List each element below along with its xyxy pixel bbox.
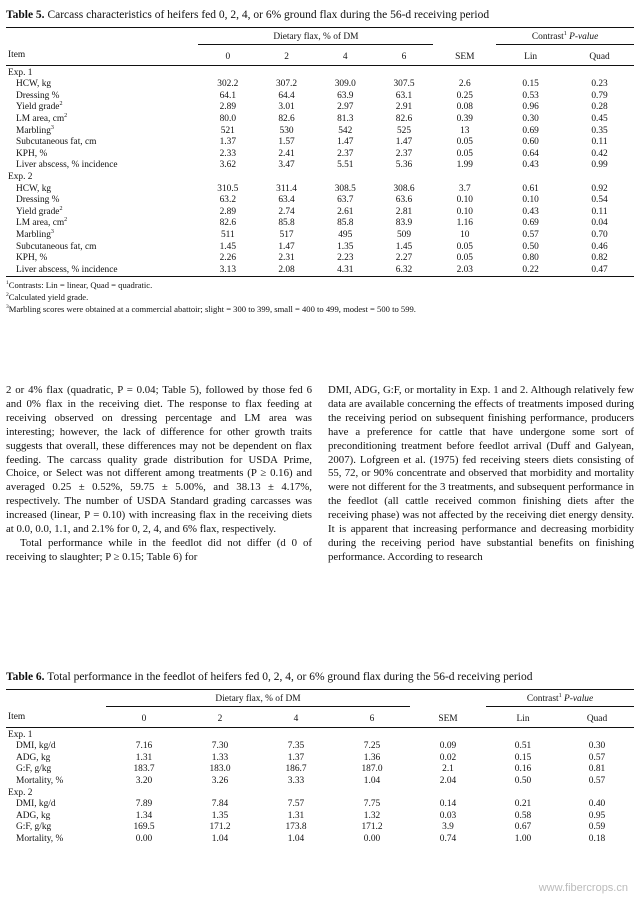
table-cell: 0.45 [591,114,608,125]
table-cell: 0.21 [514,799,532,810]
table-cell: 1.37 [287,752,305,763]
table-cell: 82.6 [278,114,295,125]
table-cell: 1.04 [363,776,381,787]
row-label: HCW, kg [16,79,52,90]
table-cell: 3.7 [458,183,471,194]
table-cell: 1.45 [219,241,236,252]
table-cell: 85.8 [337,218,354,229]
table-cell: 0.42 [591,148,608,159]
table-row [6,741,634,753]
table-cell: 2.03 [456,264,473,275]
table-cell: 2.91 [395,102,413,113]
row-label: Mortality, % [16,834,64,845]
table-cell: 542 [338,125,353,136]
row-label: Dressing % [16,90,60,101]
table-6-caption [6,670,634,684]
table-cell: 7.89 [135,799,153,810]
table-cell: 63.6 [395,195,413,206]
table-cell: 5.51 [337,160,354,171]
table-cell: 0.05 [456,241,473,252]
table-cell: 173.8 [285,822,307,833]
table-5-caption-text: Carcass characteristics of heifers fed 0, 2, 4, or 6% ground flax during the 56-d receiving period [47,9,490,21]
table-cell: 0.79 [591,90,608,101]
table-cell: 0.69 [522,125,539,136]
table-cell: 509 [396,230,412,240]
table-row [6,753,634,765]
table-cell: 7.57 [287,799,305,810]
row-label: Subcutaneous fat, cm [16,137,97,148]
table-section-title: Exp. 1 [8,67,33,78]
table-row [6,195,634,207]
table-cell: 7.35 [287,741,305,752]
table-cell: 63.1 [395,90,413,101]
table-5-body [6,65,634,277]
table-cell: 186.7 [285,764,307,775]
table-row [6,126,634,138]
row-label: HCW, kg [16,183,52,194]
table-section-title: Exp. 2 [8,787,33,798]
table-5-col-2: 2 [284,51,289,62]
table-cell: 0.59 [588,822,606,833]
watermark: www.fibercrops.cn [538,882,628,894]
table-cell: 0.96 [522,102,539,113]
table-cell: 0.35 [591,125,608,136]
table-cell: 0.28 [591,102,608,113]
table-cell: 0.25 [456,90,473,101]
table-cell: 3.9 [442,822,454,833]
table-6-col-0: 0 [141,713,147,724]
table-6-contrast-header: Contrast$^1$ P-value [486,690,634,707]
table-cell: 2.31 [278,253,295,264]
table-cell: 0.60 [522,137,539,148]
table-cell: 1.04 [287,834,305,845]
table-section-row [6,65,634,79]
table-cell: 517 [279,230,294,240]
table-cell: 5.36 [395,160,413,171]
table-5-footnote-2: $^2$Calculated yield grade. [6,292,89,303]
table-cell: 0.18 [588,834,606,845]
table-cell: 0.14 [439,799,457,810]
table-cell: 1.34 [135,810,153,821]
table-cell: 0.69 [522,218,539,229]
table-cell: 0.99 [591,160,608,171]
table-row [6,811,634,823]
row-label: LM area, $cm^2$ [16,217,68,229]
table-cell: 0.10 [456,195,473,206]
table-cell: 495 [338,230,353,240]
table-cell: 1.99 [456,160,473,171]
table-row [6,149,634,161]
table-cell: 1.47 [278,241,295,252]
table-cell: 7.30 [211,741,229,752]
table-cell: 2.04 [439,776,457,787]
table-cell: 0.22 [522,264,539,275]
table-5-contrast-header: Contrast$^1$ P-value [496,28,634,45]
table-cell: 0.57 [588,752,606,763]
table-5-label: Table 5. [6,9,45,21]
body-paragraph: 2 or 4% flax (quadratic, P = 0.04; Table 5), followed by those fed 6 and 0% flax in the receiving diet. The response to flax feeding at receiving observed on dressing percentage and LM area was interesting; however, the lack of difference for other growth traits suggests that overall, these differences may not be dependent on flax feeding. The carcass quality grade distribution for USDA Prime, Choice, or Select was not different among treatments (P ≥ 0.16) and averaged 0.25 ± 0.52%, 59.75 ± 5.00%, and 38.13 ± 4.17%, respectively. The number of USDA Standard grading carcasses was increased (linear, P = 0.10) with increasing flax in the receiving diets at 0.0, 0.0, 1.1, and 2.1% for 0, 2, 4, and 6% flax, respectively. [6,384,312,536]
table-cell: 183.7 [133,764,155,775]
table-cell: 1.57 [278,137,295,148]
table-cell: 10 [460,230,470,240]
table-cell: 307.5 [393,79,415,90]
table-cell: 171.2 [361,822,383,833]
table-cell: 63.4 [278,195,295,206]
table-6-column-header-row [6,706,634,727]
table-cell: 0.53 [522,90,539,101]
table-cell: 183.0 [209,764,231,775]
table-cell: 1.36 [363,752,381,763]
row-label: Liver abscess, % incidence [16,160,118,171]
table-cell: 2.26 [219,253,236,264]
table-cell: 7.75 [363,799,381,810]
table-section-row [6,727,634,741]
table-cell: 0.57 [588,776,606,787]
table-cell: 0.64 [522,148,539,159]
table-6-col-4: 4 [293,713,299,724]
table-cell: 7.25 [363,741,381,752]
table-cell: 63.7 [337,195,354,206]
body-text [6,384,634,565]
table-section-row [6,788,634,800]
table-cell: 0.81 [588,764,606,775]
table-cell: 1.47 [395,137,413,148]
table-cell: 0.70 [591,230,608,240]
table-cell: 0.92 [591,183,608,194]
table-cell: 0.10 [522,195,539,206]
table-row [6,91,634,103]
row-label: Yield grade$^2$ [16,205,63,217]
table-cell: 0.58 [514,810,532,821]
table-cell: 82.6 [219,218,236,229]
table-5-footnote-3: $^3$Marbling scores were obtained at a commercial abattoir; slight = 300 to 399, small = 400 to 499, modest = 500 to 599. [6,304,416,315]
table-cell: 311.4 [276,183,297,194]
table-cell: 80.0 [219,114,236,125]
table-5-col-quad: Quad [589,51,610,62]
table-row [6,776,634,788]
table-6-grid [6,689,634,846]
table-cell: 521 [220,125,235,136]
table-row [6,253,634,265]
table-5-group-header: Dietary flax, % of DM [198,28,433,45]
table-cell: 0.82 [591,253,608,264]
table-cell: 0.43 [522,206,539,217]
table-cell: 63.9 [337,90,354,101]
table-cell: 3.01 [278,102,295,113]
row-label: KPH, % [16,148,48,159]
table-cell: 1.04 [211,834,229,845]
table-5-col-item: Item [8,50,26,61]
table-cell: 0.54 [591,195,608,206]
table-5-column-header-row [6,44,634,65]
table-cell: 0.11 [591,206,608,217]
table-6-col-quad: Quad [586,713,608,724]
table-row [6,207,634,219]
table-5-caption [6,8,634,22]
table-cell: 1.45 [395,241,413,252]
row-label: Mortality, % [16,776,64,787]
table-cell: 2.61 [337,206,354,217]
table-row [6,114,634,126]
table-cell: 0.23 [591,79,608,90]
table-cell: 0.16 [514,764,532,775]
table-row [6,160,634,172]
table-cell: 2.89 [219,102,236,113]
table-cell: 525 [396,125,412,136]
table-cell: 0.39 [456,114,473,125]
table-cell: 3.33 [287,776,305,787]
table-cell: 64.1 [219,90,236,101]
row-label: Marbling$^3$ [16,228,54,240]
table-cell: 0.61 [522,183,539,194]
table-cell: 0.05 [456,137,473,148]
table-section-row [6,172,634,184]
table-cell: 1.47 [337,137,354,148]
table-cell: 2.37 [337,148,354,159]
table-cell: 2.81 [395,206,413,217]
table-cell: 0.15 [522,79,539,90]
table-cell: 81.3 [337,114,354,125]
table-5-footnote-1: $^1$Contrasts: Lin = linear, Quad = quadratic. [6,280,153,291]
table-5 [6,8,634,315]
table-6-label: Table 6. [6,671,45,683]
table-row [6,242,634,254]
table-6 [6,670,634,846]
table-cell: 308.5 [334,183,356,194]
row-label: G:F, g/kg [16,764,52,775]
table-cell: 2.08 [278,264,295,275]
table-5-col-6: 6 [401,51,407,62]
table-cell: 2.1 [442,764,454,775]
row-label: LM area, $cm^2$ [16,112,68,125]
table-cell: 0.74 [439,834,457,845]
table-cell: 530 [279,125,294,136]
table-cell: 2.27 [395,253,413,264]
table-cell: 85.8 [278,218,295,229]
table-cell: 1.31 [287,810,305,821]
table-cell: 0.02 [439,752,457,763]
row-label: Liver abscess, % incidence [16,264,118,275]
row-label: DMI, kg/d [16,741,56,752]
table-cell: 7.84 [211,799,229,810]
table-cell: 0.00 [363,834,381,845]
table-cell: 1.32 [363,810,381,821]
table-cell: 169.5 [133,822,155,833]
table-cell: 0.03 [439,810,457,821]
table-cell: 0.43 [522,160,539,171]
table-cell: 0.11 [591,137,608,148]
table-cell: 13 [460,125,470,136]
table-cell: 0.47 [591,264,608,275]
table-cell: 2.37 [395,148,413,159]
table-6-col-6: 6 [369,713,375,724]
table-cell: 1.37 [219,137,236,148]
table-cell: 7.16 [135,741,153,752]
table-cell: 308.6 [393,183,415,194]
table-cell: 310.5 [217,183,239,194]
table-row [6,218,634,230]
table-section-title: Exp. 1 [8,729,33,740]
table-row [6,230,634,242]
table-6-col-2: 2 [217,713,223,724]
row-label: ADG, kg [16,752,51,763]
table-cell: 0.57 [522,230,539,240]
table-cell: 1.00 [514,834,532,845]
table-cell: 64.4 [278,90,295,101]
table-cell: 2.33 [219,148,236,159]
table-cell: 0.80 [522,253,539,264]
table-row [6,184,634,196]
table-cell: 0.05 [456,253,473,264]
table-cell: 302.2 [217,79,239,90]
table-cell: 0.50 [522,241,539,252]
table-cell: 1.35 [337,241,354,252]
body-paragraph: Total performance while in the feedlot did not differ (d 0 of receiving to slaughter; P ≥ 0.15; Table 6) for [6,536,312,563]
table-cell: 187.0 [361,764,383,775]
table-cell: 0.40 [588,799,606,810]
table-cell: 3.62 [219,160,236,171]
table-cell: 0.50 [514,776,532,787]
row-label: Yield grade$^2$ [16,101,63,113]
table-5-col-0: 0 [225,51,231,62]
body-column-left [6,384,312,565]
table-section-title: Exp. 2 [8,172,33,183]
table-cell: 511 [220,230,235,240]
table-cell: 0.95 [588,810,606,821]
table-cell: 63.2 [219,195,236,206]
table-cell: 1.33 [211,752,229,763]
table-cell: 2.41 [278,148,295,159]
row-label: Subcutaneous fat, cm [16,241,97,252]
table-cell: 0.67 [514,822,532,833]
table-cell: 1.16 [456,218,473,229]
table-cell: 0.08 [456,102,473,113]
table-cell: 0.15 [514,752,532,763]
table-5-col-sem: SEM [455,51,475,62]
row-label: Marbling$^3$ [16,124,54,136]
table-row [6,79,634,91]
table-row [6,799,634,811]
table-cell: 83.9 [395,218,413,229]
row-label: DMI, kg/d [16,799,56,810]
table-cell: 2.97 [337,102,354,113]
table-cell: 0.30 [522,114,539,125]
table-5-col-lin: Lin [524,51,538,62]
table-cell: 6.32 [395,264,413,275]
table-cell: 0.05 [456,148,473,159]
table-cell: 82.6 [395,114,413,125]
table-6-body [6,727,634,845]
table-row [6,834,634,846]
table-cell: 307.2 [275,79,298,90]
table-cell: 0.04 [591,218,608,229]
table-cell: 0.46 [591,241,608,252]
table-cell: 0.10 [456,206,473,217]
table-cell: 0.51 [514,741,532,752]
table-5-col-4: 4 [342,51,348,62]
table-cell: 171.2 [209,822,231,833]
table-cell: 3.20 [135,776,153,787]
table-5-grid [6,27,634,277]
table-5-footnotes [6,279,634,315]
table-row [6,822,634,834]
table-cell: 0.30 [588,741,606,752]
row-label: G:F, g/kg [16,822,52,833]
table-6-col-sem: SEM [438,713,458,724]
table-cell: 2.89 [219,206,236,217]
table-cell: 2.6 [458,79,471,90]
table-cell: 2.74 [278,206,295,217]
table-cell: 2.23 [337,253,354,264]
row-label: KPH, % [16,253,48,264]
table-6-col-item: Item [8,712,26,723]
table-cell: 3.13 [219,264,236,275]
row-label: Dressing % [16,195,60,206]
table-6-caption-text: Total performance in the feedlot of heifers fed 0, 2, 4, or 6% ground flax during the 56-d receiving period [47,671,533,683]
table-row [6,265,634,277]
table-row [6,102,634,114]
table-cell: 3.26 [211,776,229,787]
table-6-col-lin: Lin [516,713,530,724]
row-label: ADG, kg [16,810,51,821]
table-row [6,764,634,776]
body-paragraph: DMI, ADG, G:F, or mortality in Exp. 1 and 2. Although relatively few data are available concerning the effects of treatments imposed during the receiving period on subsequent finishing performance, producers have a preference for cattle that have undergone some sort of preconditioning treatment before feedlot arrival (Duff and Galyean, 2007). Lofgreen et al. (1975) fed receiving steers diets consisting of 55, 72, or 90% concentrate and observed that morbidity and mortality were not different for the 3 treatments, and subsequent performance in the feedlot (all cattle received common finishing diets after the receiving phase) was not affected by the receiving diet energy density. It is apparent that increasing performance and decreasing morbidity during the receiving period have substantial benefits on finishing performance. According to research [328,384,634,563]
table-cell: 309.0 [334,79,356,90]
table-cell: 4.31 [337,264,354,275]
table-row [6,137,634,149]
table-cell: 3.47 [278,160,295,171]
table-cell: 0.00 [135,834,153,845]
body-column-right [328,384,634,565]
table-cell: 1.35 [211,810,229,821]
table-cell: 1.31 [135,752,153,763]
table-6-group-header: Dietary flax, % of DM [106,690,410,707]
table-cell: 0.09 [439,741,457,752]
